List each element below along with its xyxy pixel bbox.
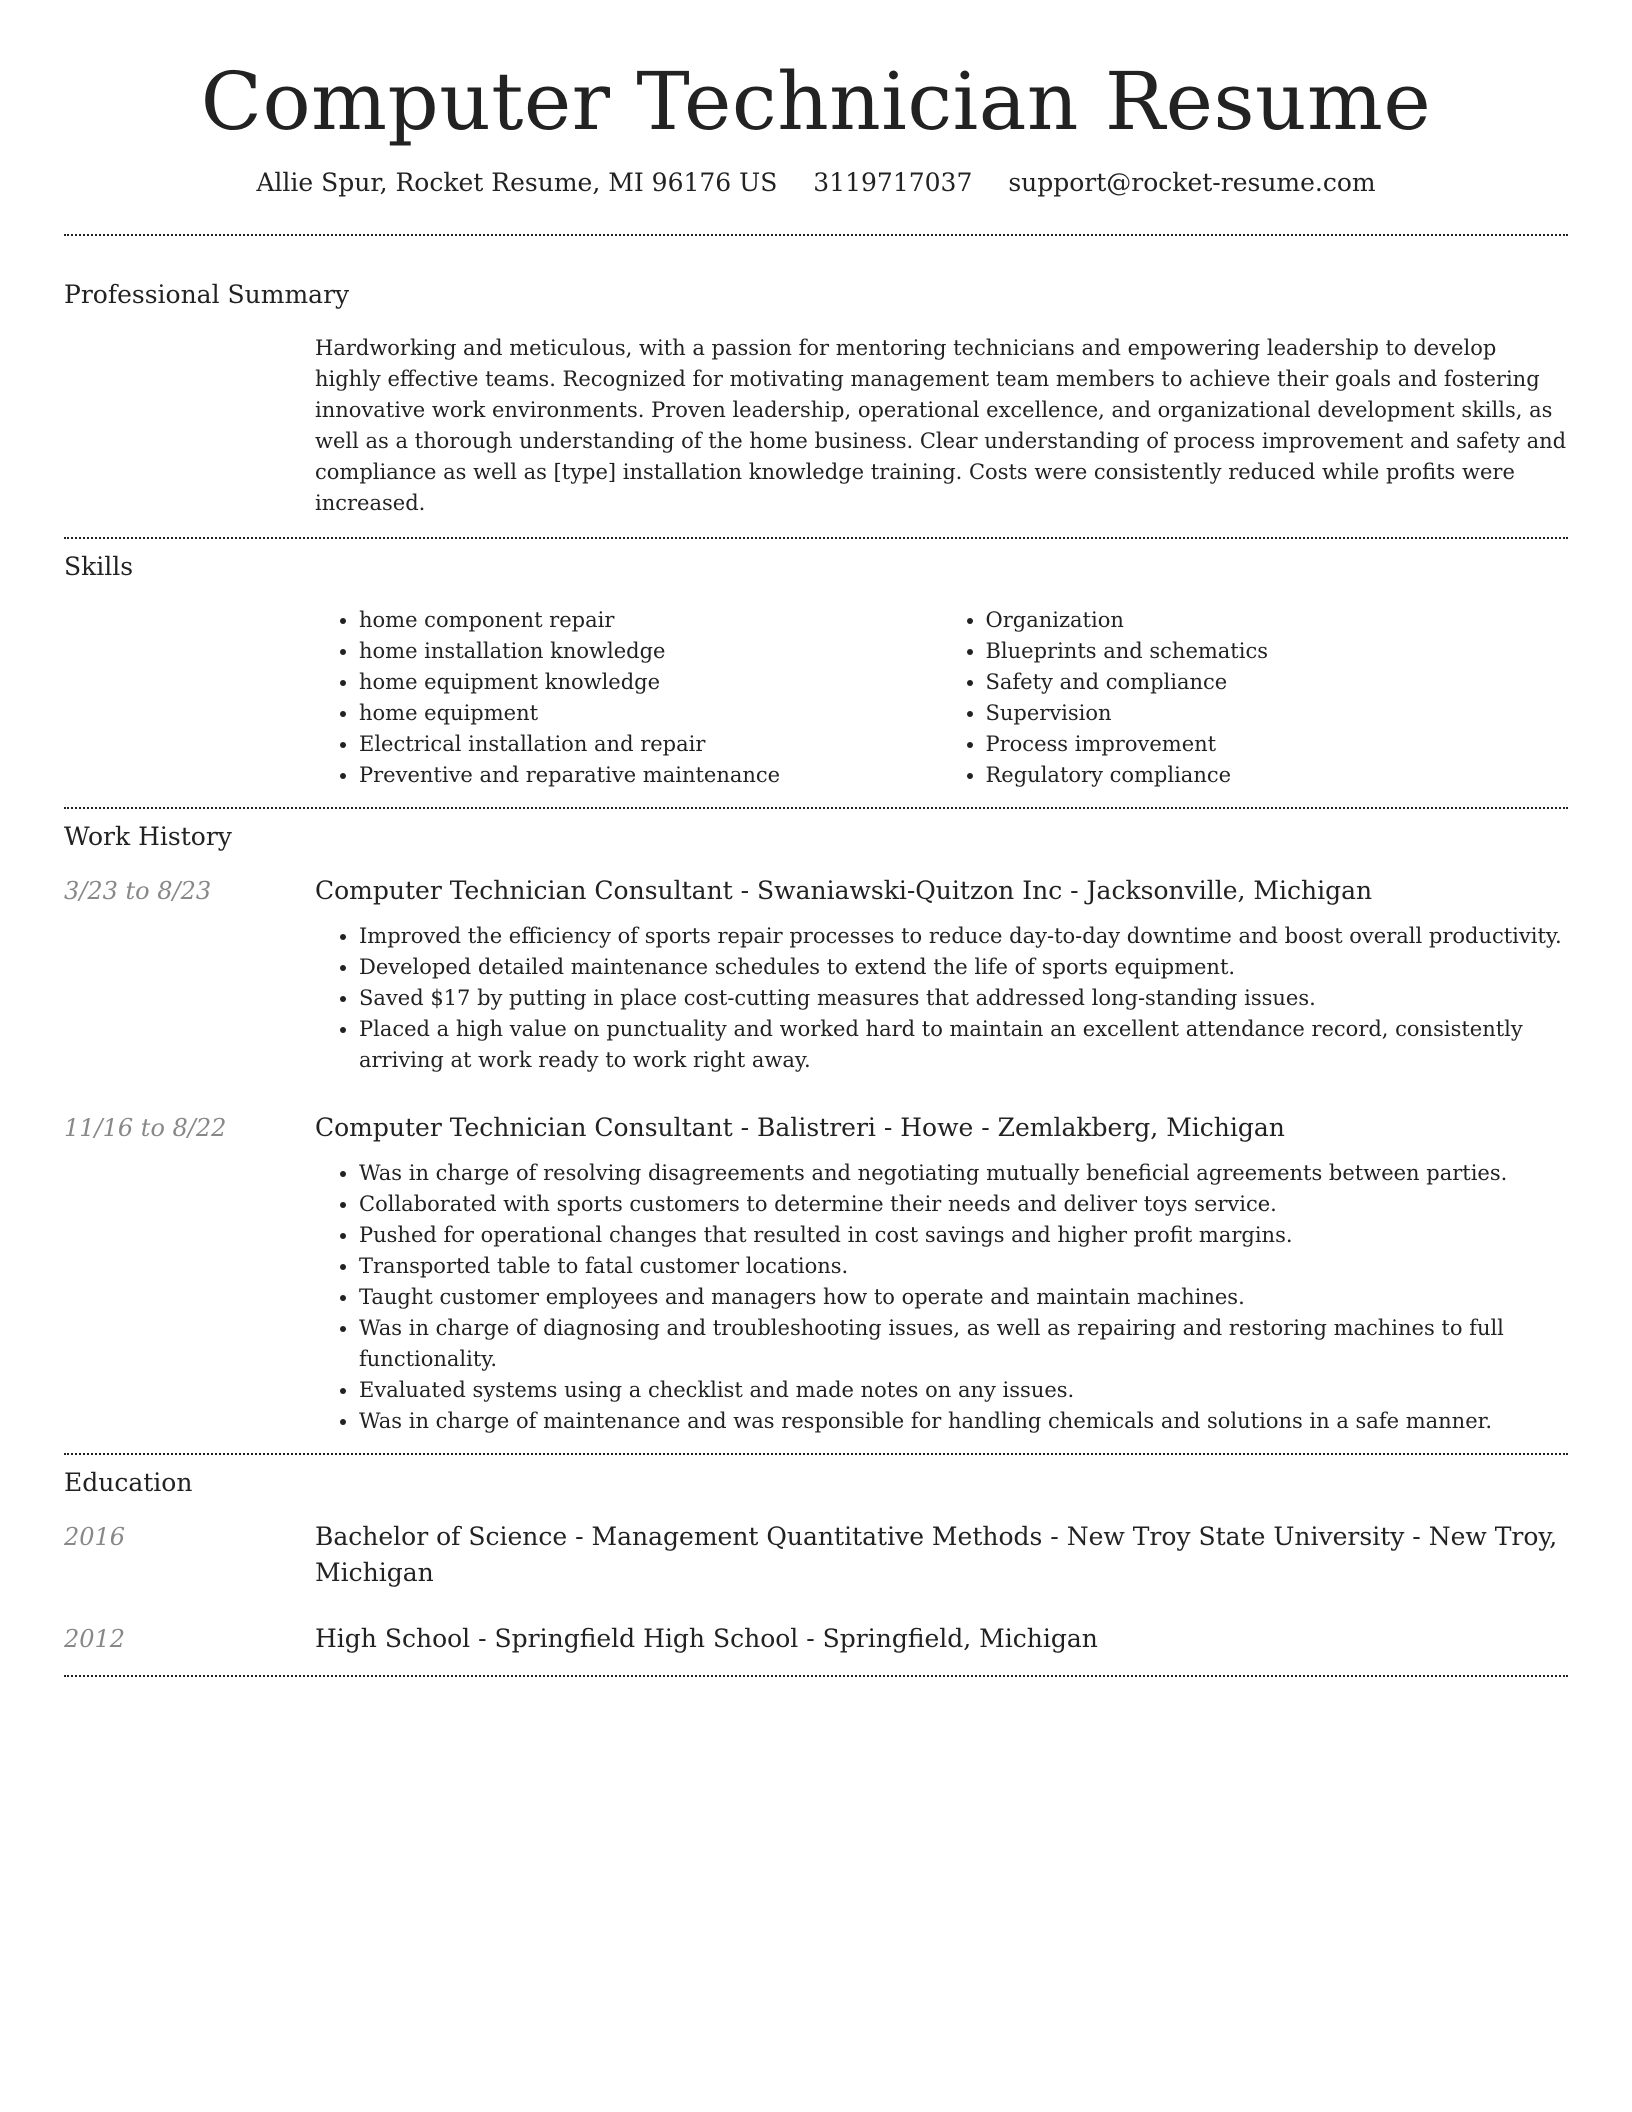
job-title: Computer Technician Consultant — [315, 876, 733, 905]
education-heading — [315, 1519, 1568, 1591]
education-entry — [64, 1519, 1568, 1591]
page-title: Computer Technician Resume — [200, 55, 1432, 148]
summary-text: Hardworking and meticulous, with a passion for mentoring technicians and empowering leadership to develop highly effective teams. Recognized for motivating management team members to achieve their goals and fostering innovative work environments. Proven leadership, operational excellence, and organizational development skills, as well as a thorough understanding of the home business. Clear understanding of process improvement and safety and compliance as well as [type] installation knowledge training. Costs were consistently reduced while profits were increased. — [315, 336, 1567, 515]
list-item: • Saved $17 by putting in place cost-cutting measures that addressed long-standing issues. — [359, 983, 1568, 1014]
list-item: • Developed detailed maintenance schedules to extend the life of sports equipment. — [359, 952, 1568, 983]
job-entry — [64, 1110, 1568, 1437]
list-item: • home equipment — [359, 698, 942, 729]
education-date: 2012 — [64, 1625, 126, 1653]
section-heading-education: Education — [64, 1468, 193, 1497]
education-heading — [315, 1621, 1568, 1657]
job-heading — [315, 1110, 1568, 1146]
list-item: • Preventive and reparative maintenance — [359, 760, 942, 791]
list-item: • Blueprints and schematics — [986, 636, 1569, 667]
skills-grid — [315, 605, 1568, 791]
list-item: • Electrical installation and repair — [359, 729, 942, 760]
list-item: • home component repair — [359, 605, 942, 636]
list-item: • home installation knowledge — [359, 636, 942, 667]
list-item: • Regulatory compliance — [986, 760, 1569, 791]
list-item: • home equipment knowledge — [359, 667, 942, 698]
list-item: • Evaluated systems using a checklist and made notes on any issues. — [359, 1375, 1568, 1406]
list-item: • Collaborated with sports customers to determine their needs and deliver toys service. — [359, 1189, 1568, 1220]
job-main — [315, 1110, 1568, 1437]
contact-address: Allie Spur, Rocket Resume, MI 96176 US — [256, 168, 778, 197]
education-details: - New Troy State University - New Troy, Michigan — [315, 1522, 1558, 1587]
education-main — [315, 1621, 1568, 1657]
job-date: 3/23 to 8/23 — [64, 877, 212, 905]
list-item: • Placed a high value on punctuality and worked hard to maintain an excellent attendance record, consistently arriving at work ready to work right away. — [359, 1014, 1568, 1076]
skills-list-left — [315, 605, 942, 791]
list-item: • Was in charge of diagnosing and troubleshooting issues, as well as repairing and restoring machines to full functionality. — [359, 1313, 1568, 1375]
job-entry — [64, 873, 1568, 1076]
list-item: • Safety and compliance — [986, 667, 1569, 698]
job-title: Computer Technician Consultant — [315, 1113, 733, 1142]
list-item: • Taught customer employees and managers how to operate and maintain machines. — [359, 1282, 1568, 1313]
summary-content — [315, 333, 1568, 519]
list-item: • Was in charge of resolving disagreements and negotiating mutually beneficial agreements between parties. — [359, 1158, 1568, 1189]
education-degree: High School — [315, 1624, 471, 1653]
list-item: • Pushed for operational changes that resulted in cost savings and higher profit margins. — [359, 1220, 1568, 1251]
section-summary — [64, 236, 1568, 537]
list-item: • Process improvement — [986, 729, 1569, 760]
education-main — [315, 1519, 1568, 1591]
list-item: • Transported table to fatal customer locations. — [359, 1251, 1568, 1282]
divider — [64, 1675, 1568, 1677]
section-heading-work: Work History — [64, 822, 232, 851]
list-item: • Improved the efficiency of sports repair processes to reduce day-to-day downtime and boost overall productivity. — [359, 921, 1568, 952]
job-bullets — [315, 1158, 1568, 1437]
education-entry — [64, 1621, 1568, 1657]
section-education — [64, 1455, 1568, 1675]
education-details: - Springfield High School - Springfield, Michigan — [470, 1624, 1098, 1653]
list-item: • Supervision — [986, 698, 1569, 729]
job-main — [315, 873, 1568, 1076]
list-item: • Was in charge of maintenance and was responsible for handling chemicals and solutions in a safe manner. — [359, 1406, 1568, 1437]
contact-email: support@rocket-resume.com — [1008, 168, 1376, 197]
education-date: 2016 — [64, 1523, 126, 1551]
job-heading — [315, 873, 1568, 909]
section-heading-summary: Professional Summary — [64, 280, 350, 309]
job-details: - Balistreri - Howe - Zemlakberg, Michigan — [732, 1113, 1285, 1142]
job-details: - Swaniawski-Quitzon Inc - Jacksonville, Michigan — [732, 876, 1373, 905]
section-heading-skills: Skills — [64, 552, 134, 581]
section-skills — [64, 539, 1568, 807]
education-degree: Bachelor of Science - Management Quantitative Methods — [315, 1522, 1043, 1551]
job-date: 11/16 to 8/22 — [64, 1114, 227, 1142]
skills-list-right — [942, 605, 1569, 791]
section-work-history — [64, 809, 1568, 1453]
contact-line — [64, 166, 1568, 200]
resume-page — [64, 0, 1568, 1677]
contact-phone: 3119717037 — [813, 168, 973, 197]
job-bullets — [315, 921, 1568, 1076]
list-item: • Organization — [986, 605, 1569, 636]
